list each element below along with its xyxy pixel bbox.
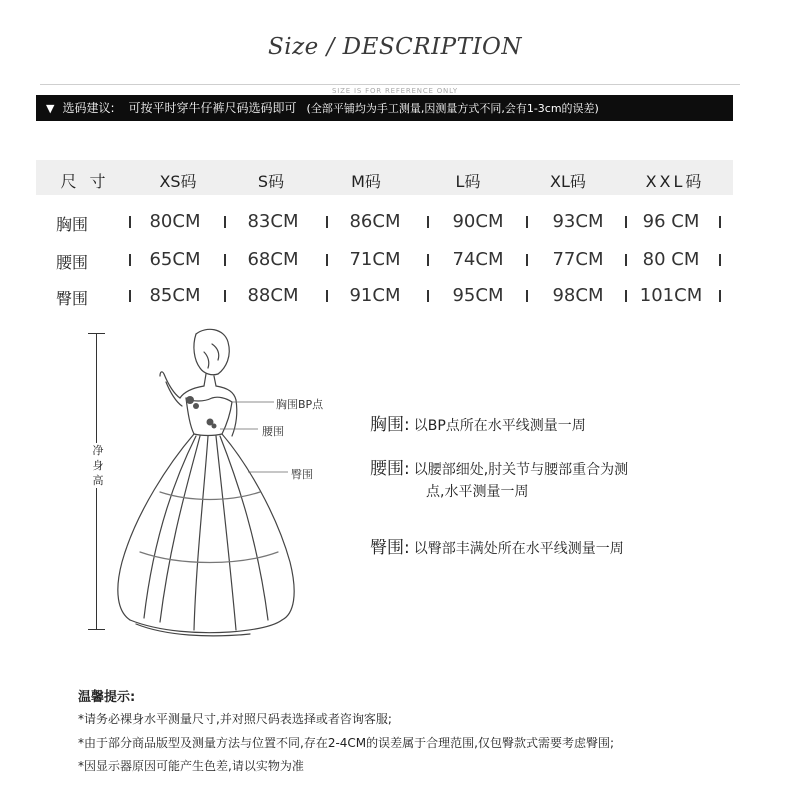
row-label-hip: 臀围 (56, 289, 89, 308)
row-label-waist: 腰围 (56, 253, 89, 272)
size-col-xl: XL码 (550, 172, 586, 191)
table-cell: 65CM (149, 249, 201, 270)
table-cell: 101CM (639, 285, 703, 306)
column-separator (719, 254, 721, 266)
figure-label-bust: 胸围BP点 (276, 398, 324, 411)
column-separator (326, 254, 328, 266)
table-cell: 80 CM (642, 249, 700, 270)
size-col-s: S码 (257, 172, 285, 191)
column-separator (427, 216, 429, 228)
desc-waist-key: 腰围: (370, 459, 410, 479)
column-separator (427, 290, 429, 302)
table-cell: 91CM (349, 285, 401, 306)
column-separator (129, 216, 131, 228)
table-cell: 90CM (452, 211, 504, 232)
size-header-label: 尺 寸 (60, 172, 110, 191)
table-cell: 95CM (452, 285, 504, 306)
table-cell: 80CM (149, 211, 201, 232)
note-item: *由于部分商品版型及测量方法与位置不同,存在2-4CM的误差属于合理范围,仅包臀款式需要考虑臀围; (78, 736, 615, 750)
size-advice-banner (36, 95, 733, 121)
column-separator (719, 216, 721, 228)
table-cell: 77CM (552, 249, 604, 270)
table-cell: 83CM (247, 211, 299, 232)
column-separator (719, 290, 721, 302)
note-item: *因显示器原因可能产生色差,请以实物为准 (78, 759, 304, 773)
desc-hip-key: 臀围: (370, 538, 410, 558)
column-separator (526, 290, 528, 302)
table-cell: 98CM (552, 285, 604, 306)
table-cell: 86CM (349, 211, 401, 232)
banner-label: 选码建议: (62, 101, 115, 115)
table-cell: 85CM (149, 285, 201, 306)
column-separator (625, 290, 627, 302)
column-separator (526, 216, 528, 228)
column-separator (224, 216, 226, 228)
column-separator (326, 216, 328, 228)
height-label: 净身高 (92, 444, 104, 487)
desc-waist-text: 以腰部细处,肘关节与腰部重合为测 (413, 462, 629, 478)
column-separator (129, 254, 131, 266)
subtitle-text: SIZE IS FOR REFERENCE ONLY (324, 87, 466, 95)
figure-label-hip: 臀围 (291, 468, 313, 481)
column-separator (129, 290, 131, 302)
figure-label-waist: 腰围 (262, 425, 284, 438)
column-separator (526, 254, 528, 266)
column-separator (427, 254, 429, 266)
column-separator (224, 290, 226, 302)
table-cell: 93CM (552, 211, 604, 232)
column-separator (224, 254, 226, 266)
desc-bust-key: 胸围: (370, 415, 410, 435)
triangle-down-icon: ▼ (46, 102, 55, 115)
table-cell: 96 CM (642, 211, 700, 232)
desc-waist-cont: 点,水平测量一周 (426, 484, 529, 500)
table-cell: 74CM (452, 249, 504, 270)
banner-text: 可按平时穿牛仔裤尺码选码即可 (128, 101, 297, 115)
column-separator (625, 216, 627, 228)
table-cell: 71CM (349, 249, 401, 270)
size-col-xxl: XXL码 (645, 172, 705, 191)
desc-waist (370, 458, 628, 481)
desc-bust (370, 414, 586, 437)
banner-note: (全部平铺均为手工测量,因测量方式不同,会有1-3cm的误差) (306, 102, 599, 115)
column-separator (625, 254, 627, 266)
desc-hip-text: 以臀部丰满处所在水平线测量一周 (413, 541, 624, 557)
note-item: *请务必裸身水平测量尺寸,并对照尺码表选择或者咨询客服; (78, 712, 392, 726)
notes-title: 温馨提示: (78, 690, 136, 705)
desc-hip (370, 537, 624, 560)
desc-bust-text: 以BP点所在水平线测量一周 (413, 418, 586, 434)
size-col-m: M码 (351, 172, 381, 191)
table-cell: 68CM (247, 249, 299, 270)
row-label-bust: 胸围 (56, 215, 89, 234)
gown-illustration (100, 322, 310, 642)
column-separator (326, 290, 328, 302)
page-title: Size / DESCRIPTION (267, 34, 523, 60)
size-col-l: L码 (455, 172, 481, 191)
table-cell: 88CM (247, 285, 299, 306)
size-col-xs: XS码 (159, 172, 197, 191)
